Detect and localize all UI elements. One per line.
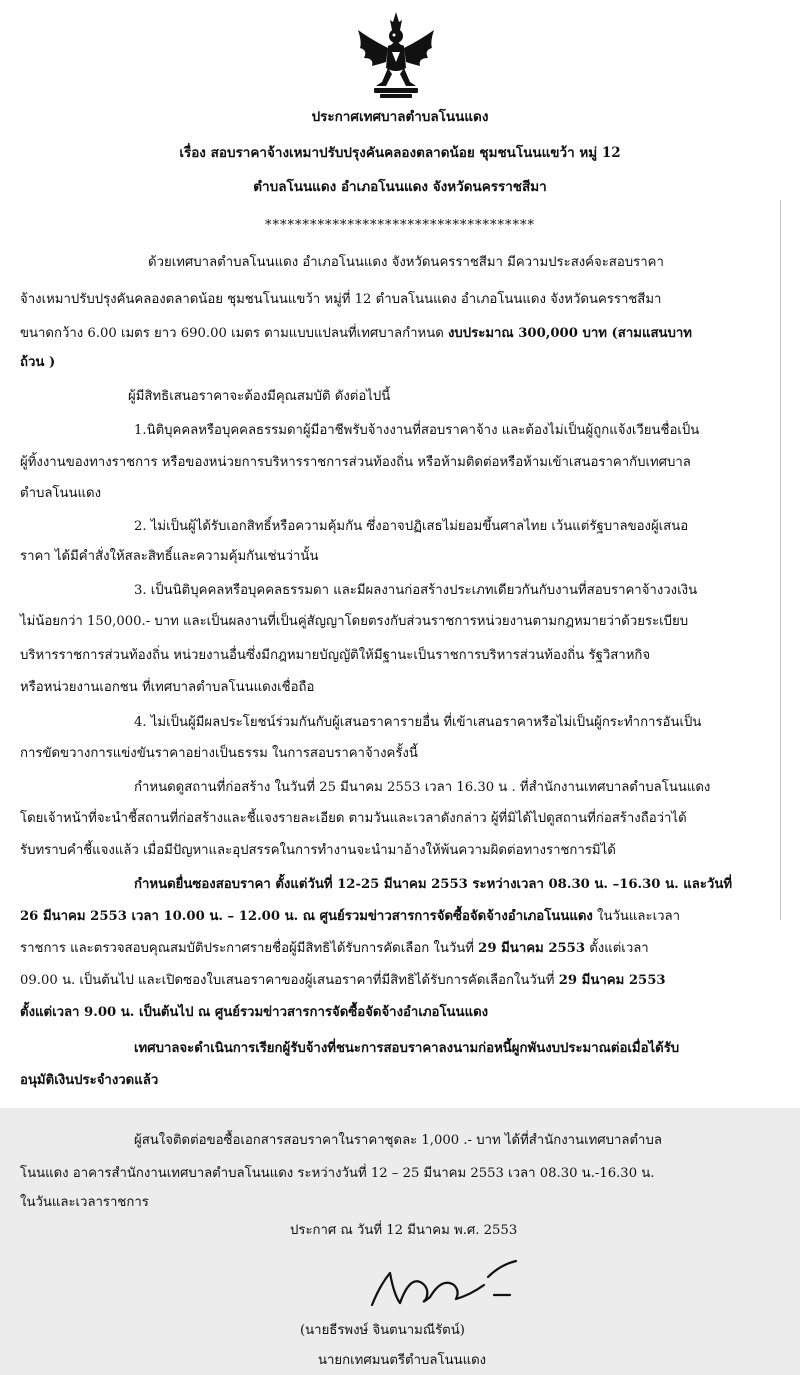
submission-check-text: ราชการ และตรวจสอบคุณสมบัติประกาศรายชื่อผู้มีสิทธิได้รับการคัดเลือก ในวันที่ bbox=[20, 941, 479, 956]
submission-date-text: 26 มีนาคม 2553 เวลา 10.00 น. – 12.00 น. ณ ศูนย์รวมข่าวสารการจัดซื้อจัดจ้างอำเภอโนนแดง bbox=[20, 909, 593, 924]
submission-check-date: 29 มีนาคม 2553 bbox=[478, 941, 586, 956]
handwritten-signature-icon bbox=[360, 1255, 530, 1315]
submission-line-5: ตั้งแต่เวลา 9.00 น. เป็นต้นไป ณ ศูนย์รวมข่าวสารการจัดซื้อจัดจ้างอำเภอโนนแดง bbox=[20, 1005, 489, 1020]
intro-size-text: ขนาดกว้าง 6.00 เมตร ยาว 690.00 เมตร ตามแบบแปลนที่เทศบาลกำหนด bbox=[20, 326, 448, 341]
submission-time-text: ในวันและเวลา bbox=[592, 909, 680, 924]
scan-margin-line bbox=[780, 200, 781, 920]
qualification-4-line-2: การขัดขวางการแข่งขันราคาอย่างเป็นธรรม ในการสอบราคาจ้างครั้งนี้ bbox=[20, 746, 418, 761]
qualification-2-line-2: ราคา ได้มีคำสั่งให้สละสิทธิ์และความคุ้มกันเช่นว่านั้น bbox=[20, 549, 319, 564]
qualification-4-line-1: 4. ไม่เป็นผู้มีผลประโยชน์ร่วมกันกับผู้เสนอราคารายอื่น ที่เข้าเสนอราคาหรือไม่เป็นผู้กระทำการอันเป็น bbox=[134, 715, 702, 730]
garuda-emblem-icon bbox=[350, 10, 442, 100]
intro-budget-text: งบประมาณ 300,000 บาท (สามแสนบาท bbox=[447, 326, 692, 341]
documents-line-3: ในวันและเวลาราชการ bbox=[20, 1195, 149, 1210]
submission-line-1: กำหนดยื่นซองสอบราคา ตั้งแต่วันที่ 12-25 มีนาคม 2553 ระหว่างเวลา 08.30 น. –16.30 น. และวันที่ bbox=[134, 877, 733, 892]
qualification-3-line-4: หรือหน่วยงานเอกชน ที่เทศบาลตำบลโนนแดงเชื่อถือ bbox=[20, 680, 315, 695]
qualification-1-line-3: ตำบลโนนแดง bbox=[20, 486, 102, 501]
qualification-2-line-1: 2. ไม่เป็นผู้ได้รับเอกสิทธิ์หรือความคุ้มกัน ซึ่งอาจปฏิเสธไม่ยอมขึ้นศาลไทย เว้นแต่รัฐบาลของผู้เสนอ bbox=[134, 519, 689, 534]
intro-line-4: ถ้วน ) bbox=[20, 355, 56, 370]
header-divider: ************************************ bbox=[265, 218, 535, 233]
qualification-header: ผู้มีสิทธิเสนอราคาจะต้องมีคุณสมบัติ ดังต่อไปนี้ bbox=[128, 389, 391, 404]
announcement-subject: เรื่อง สอบราคาจ้างเหมาปรับปรุงคันคลองตลาดน้อย ชุมชนโนนแขว้า หมู่ 12 bbox=[179, 145, 621, 161]
signer-name: (นายธีรพงษ์ จินตนามณีรัตน์) bbox=[300, 1323, 465, 1338]
intro-line-3 bbox=[20, 323, 692, 345]
intro-line-2: จ้างเหมาปรับปรุงคันคลองตลาดน้อย ชุมชนโนนแขว้า หมู่ที่ 12 ตำบลโนนแดง อำเภอโนนแดง จังหวัดนครราชสีมา bbox=[20, 292, 662, 307]
intro-line-1: ด้วยเทศบาลตำบลโนนแดง อำเภอโนนแดง จังหวัดนครราชสีมา มีความประสงค์จะสอบราคา bbox=[148, 255, 664, 270]
site-visit-line-1: กำหนดดูสถานที่ก่อสร้าง ในวันที่ 25 มีนาคม 2553 เวลา 16.30 น . ที่สำนักงานเทศบาลตำบลโนนแดง bbox=[134, 780, 711, 795]
qualification-3-line-3: บริหารราชการส่วนท้องถิ่น หน่วยงานอื่นซึ่งมีกฎหมายบัญญัติให้มีฐานะเป็นราชการบริหารส่วนท้องถิ่น รัฐวิสาหกิจ bbox=[20, 648, 651, 663]
submission-line-3 bbox=[20, 938, 649, 960]
note-line-2: อนุมัติเงินประจำงวดแล้ว bbox=[20, 1073, 159, 1088]
submission-line-4 bbox=[20, 970, 666, 992]
documents-line-2: โนนแดง อาคารสำนักงานเทศบาลตำบลโนนแดง ระหว่างวันที่ 12 – 25 มีนาคม 2553 เวลา 08.30 น.-16.30 น. bbox=[20, 1166, 655, 1181]
qualification-1-line-1: 1.นิติบุคคลหรือบุคคลธรรมดาผู้มีอาชีพรับจ้างงานที่สอบราคาจ้าง และต้องไม่เป็นผู้ถูกแจ้งเวียนชื่อเป็น bbox=[134, 423, 700, 438]
submission-open-date: 29 มีนาคม 2553 bbox=[558, 973, 666, 988]
note-line-1: เทศบาลจะดำเนินการเรียกผู้รับจ้างที่ชนะการสอบราคาลงนามก่อหนี้ผูกพันงบประมาณต่อเมื่อได้รับ bbox=[134, 1041, 680, 1056]
qualification-3-line-1: 3. เป็นนิติบุคคลหรือบุคคลธรรมดา และมีผลงานก่อสร้างประเภทเดียวกันกับงานที่สอบราคาจ้างวงเงิน bbox=[134, 583, 698, 598]
submission-check-time: ตั้งแต่เวลา bbox=[585, 941, 649, 956]
submission-line-2 bbox=[20, 906, 680, 928]
qualification-1-line-2: ผู้ทิ้งงานของทางราชการ หรือของหน่วยการบริหารราชการส่วนท้องถิ่น หรือห้ามติดต่อหรือห้ามเข้าเสนอราคากับเทศบาล bbox=[20, 455, 691, 470]
qualification-3-line-2: ไม่น้อยกว่า 150,000.- บาท และเป็นผลงานที่เป็นคู่สัญญาโดยตรงกับส่วนราชการหน่วยงานตามกฎหมายว่าด้วยระเบียบ bbox=[20, 614, 689, 629]
announcement-date: ประกาศ ณ วันที่ 12 มีนาคม พ.ศ. 2553 bbox=[290, 1223, 518, 1238]
documents-line-1: ผู้สนใจติดต่อขอซื้อเอกสารสอบราคาในราคาชุดละ 1,000 .- บาท ได้ที่สำนักงานเทศบาลตำบล bbox=[134, 1133, 662, 1148]
announcement-location: ตำบลโนนแดง อำเภอโนนแดง จังหวัดนครราชสีมา bbox=[253, 179, 547, 195]
site-visit-line-2: โดยเจ้าหน้าที่จะนำชี้สถานที่ก่อสร้างและชี้แจงรายละเอียด ตามวันและเวลาดังกล่าว ผู้ที่มิได้ไปดูสถานที่ก่อสร้างถือว่าได้ bbox=[20, 811, 687, 826]
announcement-title: ประกาศเทศบาลตำบลโนนแดง bbox=[311, 109, 489, 125]
site-visit-line-3: รับทราบคำชี้แจงแล้ว เมื่อมีปัญหาและอุปสรรคในการทำงานจะนำมาอ้างให้พ้นความผิดต่อทางราชการมิได้ bbox=[20, 843, 616, 858]
submission-open-text: 09.00 น. เป็นต้นไป และเปิดซองใบเสนอราคาของผู้เสนอราคาที่มีสิทธิได้รับการคัดเลือกในวันที่ bbox=[20, 973, 559, 988]
signer-title: นายกเทศมนตรีตำบลโนนแดง bbox=[318, 1353, 487, 1368]
